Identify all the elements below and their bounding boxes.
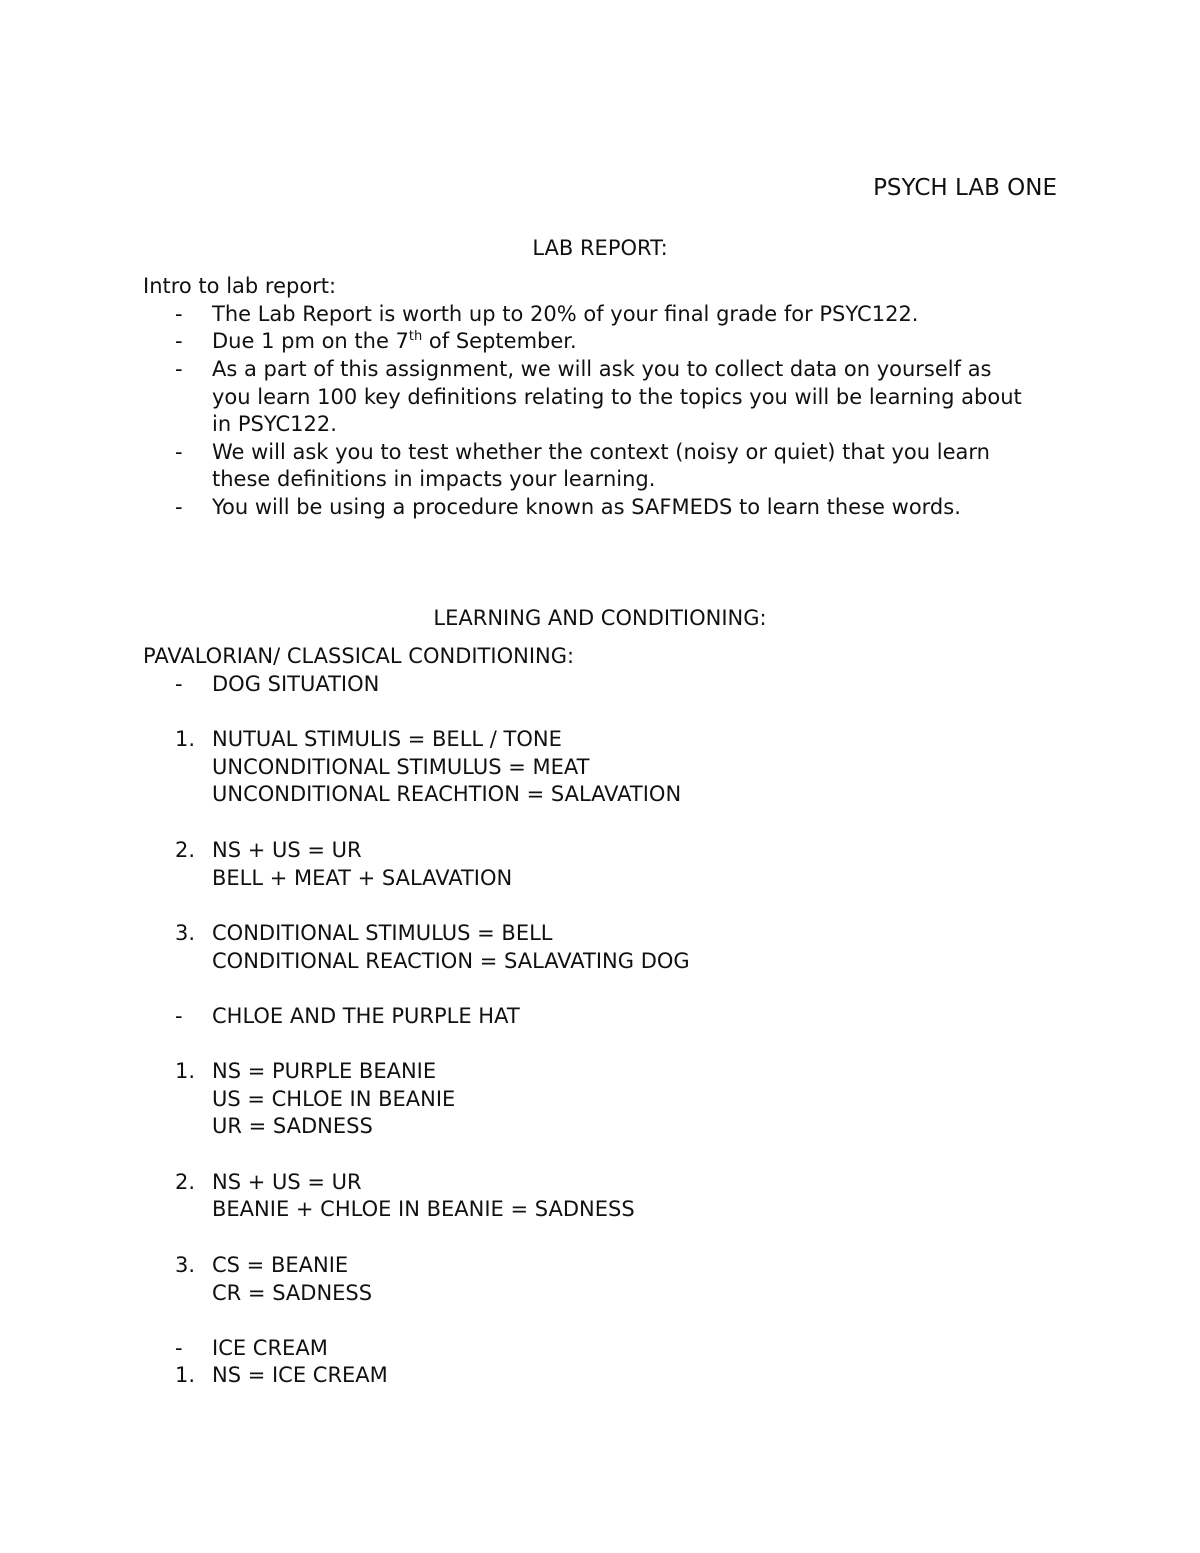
step-line: CONDITIONAL REACTION = SALAVATING DOG — [212, 949, 690, 973]
step-line: UR = SADNESS — [212, 1114, 373, 1138]
step-line: CR = SADNESS — [212, 1281, 373, 1305]
step-line: NS + US = UR — [212, 838, 362, 862]
step-number: 1. — [175, 1363, 196, 1387]
lab-report-heading: LAB REPORT: — [532, 236, 668, 260]
example-dash: - — [175, 1336, 183, 1360]
example-title: DOG SITUATION — [212, 672, 380, 696]
step-line: CS = BEANIE — [212, 1253, 349, 1277]
step-line: CONDITIONAL STIMULUS = BELL — [212, 921, 553, 945]
bullet-marker: - — [175, 357, 183, 381]
bullet-text: As a part of this assignment, we will ask you to collect data on yourself as — [212, 357, 992, 381]
bullet-text: We will ask you to test whether the context (noisy or quiet) that you learn — [212, 440, 990, 464]
example-dash: - — [175, 1004, 183, 1028]
bullet-marker: - — [175, 302, 183, 326]
step-line: BELL + MEAT + SALAVATION — [212, 866, 513, 890]
step-number: 3. — [175, 921, 196, 945]
bullet-text-due-date: Due 1 pm on the 7th of September. — [212, 329, 577, 353]
example-dash: - — [175, 672, 183, 696]
step-line: UNCONDITIONAL REACHTION = SALAVATION — [212, 782, 682, 806]
bullet-text-continuation: in PSYC122. — [212, 412, 337, 436]
document-title: PSYCH LAB ONE — [873, 175, 1057, 201]
step-number: 2. — [175, 1170, 196, 1194]
example-title: CHLOE AND THE PURPLE HAT — [212, 1004, 520, 1028]
step-number: 2. — [175, 838, 196, 862]
example-title: ICE CREAM — [212, 1336, 328, 1360]
bullet-marker: - — [175, 440, 183, 464]
bullet-text-continuation: these definitions in impacts your learning. — [212, 467, 656, 491]
step-line: NS = PURPLE BEANIE — [212, 1059, 437, 1083]
step-number: 1. — [175, 1059, 196, 1083]
step-line: BEANIE + CHLOE IN BEANIE = SADNESS — [212, 1197, 635, 1221]
step-number: 3. — [175, 1253, 196, 1277]
step-line: UNCONDITIONAL STIMULUS = MEAT — [212, 755, 590, 779]
bullet-text-continuation: you learn 100 key definitions relating to the topics you will be learning about — [212, 385, 1022, 409]
bullet-text: You will be using a procedure known as SAFMEDS to learn these words. — [212, 495, 961, 519]
bullet-text: The Lab Report is worth up to 20% of your final grade for PSYC122. — [212, 302, 919, 326]
step-line: NS = ICE CREAM — [212, 1363, 388, 1387]
step-line: NS + US = UR — [212, 1170, 362, 1194]
step-number: 1. — [175, 727, 196, 751]
step-line: US = CHLOE IN BEANIE — [212, 1087, 456, 1111]
bullet-marker: - — [175, 495, 183, 519]
learning-heading: LEARNING AND CONDITIONING: — [433, 606, 767, 630]
bullet-marker: - — [175, 329, 183, 353]
step-line: NUTUAL STIMULIS = BELL / TONE — [212, 727, 562, 751]
conditioning-subheading: PAVALORIAN/ CLASSICAL CONDITIONING: — [143, 644, 575, 668]
intro-label: Intro to lab report: — [143, 274, 337, 298]
